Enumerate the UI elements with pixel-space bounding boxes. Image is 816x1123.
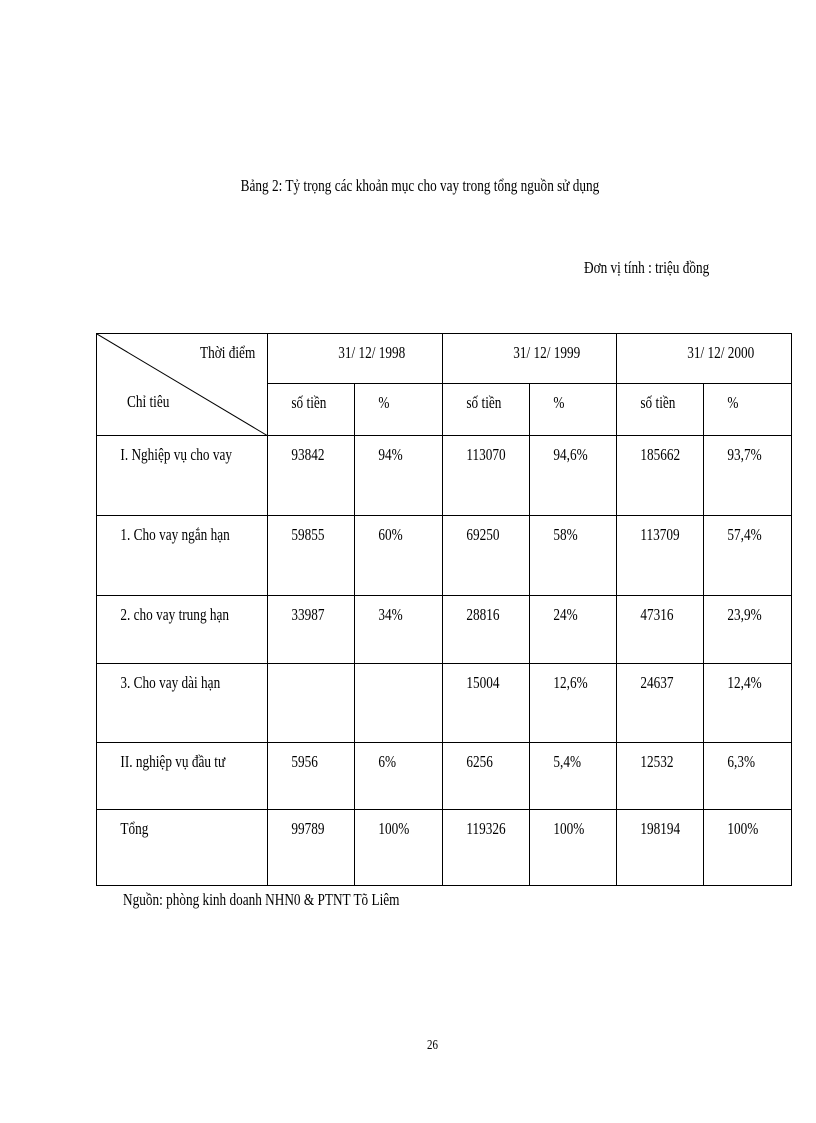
- table-cell: 5,4%: [530, 743, 617, 810]
- corner-top-label: Thời điểm: [200, 343, 256, 362]
- row-label: I. Nghiệp vụ cho vay: [97, 436, 268, 516]
- table-cell: 57,4%: [704, 516, 792, 596]
- table-cell: 93842: [268, 436, 355, 516]
- table-row: [97, 596, 792, 664]
- table-cell: 24637: [617, 664, 704, 743]
- sub-header-percent: %: [355, 384, 443, 436]
- table-cell: 94%: [355, 436, 443, 516]
- table-cell: 113709: [617, 516, 704, 596]
- table-cell: 58%: [530, 516, 617, 596]
- table-cell: 12,4%: [704, 664, 792, 743]
- table-cell: 119326: [443, 810, 530, 886]
- table-row: [97, 810, 792, 886]
- row-label: Tổng: [97, 810, 268, 886]
- table-cell: 34%: [355, 596, 443, 664]
- table-cell: [268, 664, 355, 743]
- period-header-1999: 31/ 12/ 1999: [443, 334, 617, 384]
- table-cell: 6%: [355, 743, 443, 810]
- table-row: [97, 516, 792, 596]
- sub-header-percent: %: [530, 384, 617, 436]
- period-header-2000: 31/ 12/ 2000: [617, 334, 792, 384]
- table-cell: 185662: [617, 436, 704, 516]
- table-cell: 47316: [617, 596, 704, 664]
- table-cell: 15004: [443, 664, 530, 743]
- table-cell: 6256: [443, 743, 530, 810]
- row-label: 1. Cho vay ngắn hạn: [97, 516, 268, 596]
- table-cell: 59855: [268, 516, 355, 596]
- table-cell: 93,7%: [704, 436, 792, 516]
- table-cell: 198194: [617, 810, 704, 886]
- table-cell: 100%: [530, 810, 617, 886]
- table-cell: 6,3%: [704, 743, 792, 810]
- row-label: II. nghiệp vụ đầu tư: [97, 743, 268, 810]
- table-cell: 33987: [268, 596, 355, 664]
- unit-note: Đơn vị tính : triệu đồng: [584, 258, 710, 277]
- period-header-1998: 31/ 12/ 1998: [268, 334, 443, 384]
- corner-header-cell: [97, 334, 268, 436]
- sub-header-percent: %: [704, 384, 792, 436]
- table-cell: 23,9%: [704, 596, 792, 664]
- row-label: 2. cho vay trung hạn: [97, 596, 268, 664]
- sub-header-amount: số tiền: [617, 384, 704, 436]
- table-cell: 100%: [355, 810, 443, 886]
- row-label: 3. Cho vay dài hạn: [97, 664, 268, 743]
- sub-header-amount: số tiền: [443, 384, 530, 436]
- table-cell: 100%: [704, 810, 792, 886]
- table-cell: 12,6%: [530, 664, 617, 743]
- sub-header-amount: số tiền: [268, 384, 355, 436]
- table-cell: 60%: [355, 516, 443, 596]
- table-cell: 5956: [268, 743, 355, 810]
- page-number: 26: [427, 1038, 438, 1053]
- table-cell: [355, 664, 443, 743]
- source-note: Nguồn: phòng kinh doanh NHN0 & PTNT Tõ Liêm: [123, 890, 400, 909]
- table-cell: 94,6%: [530, 436, 617, 516]
- table-cell: 28816: [443, 596, 530, 664]
- table-row: [97, 664, 792, 743]
- corner-bottom-label: Chỉ tiêu: [127, 392, 170, 411]
- table-cell: 69250: [443, 516, 530, 596]
- table-row: [97, 436, 792, 516]
- table-cell: 99789: [268, 810, 355, 886]
- table-cell: 113070: [443, 436, 530, 516]
- loan-ratio-table: [96, 333, 792, 886]
- table-cell: 12532: [617, 743, 704, 810]
- table-cell: 24%: [530, 596, 617, 664]
- table-title: Bảng 2: Tỷ trọng các khoản mục cho vay trong tổng nguồn sử dụng: [240, 176, 600, 195]
- table-row: [97, 743, 792, 810]
